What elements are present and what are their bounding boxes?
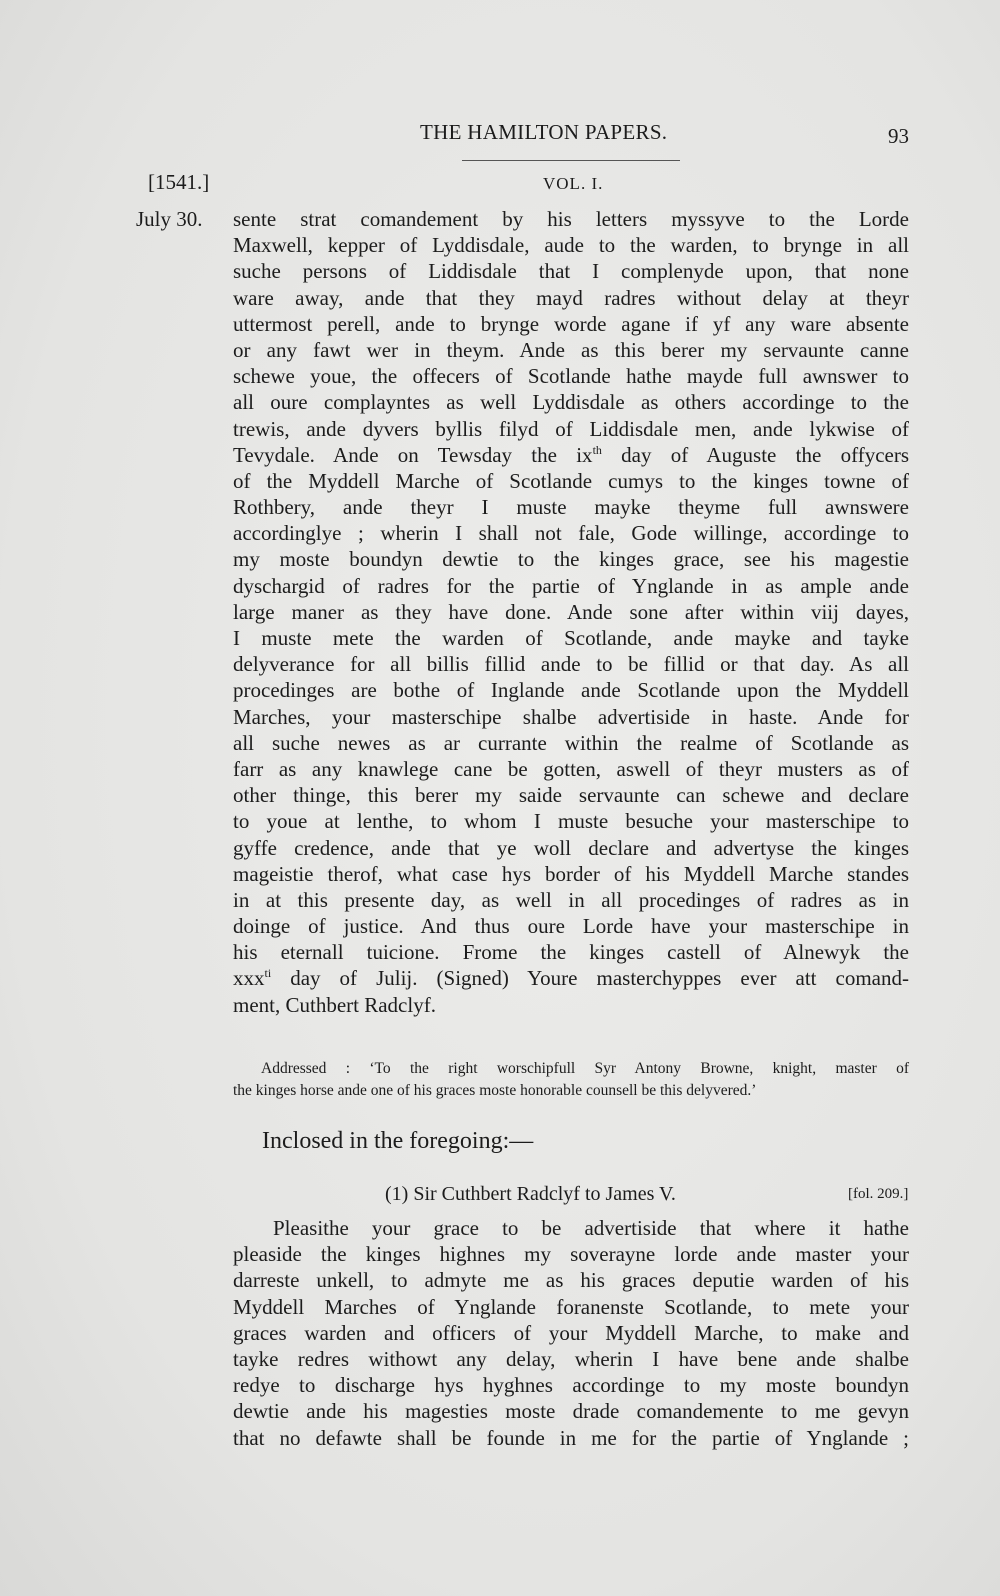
text-line: all suche newes as ar currante within the realme of Scotlande as	[233, 730, 909, 755]
text-line: ware away, ande that they mayd radres without delay at theyr	[233, 285, 909, 310]
text-line: Rothbery, ande theyr I muste mayke theyme full awnswere	[233, 495, 909, 520]
folio-reference: [fol. 209.]	[848, 1186, 909, 1202]
text-line: gyffe credence, ande that ye woll declare and advertyse the kinges	[233, 835, 909, 860]
text-line: procedinges are bothe of Inglande ande Scotlande upon the Myddell	[233, 678, 909, 703]
volume-label: VOL. I.	[543, 174, 604, 193]
text-line: sente strat comandement by his letters myssyve to the Lorde	[233, 207, 909, 231]
text-line: Pleasithe your grace to be advertiside that where it hathe	[273, 1216, 909, 1240]
text-line: to youe at lenthe, to whom I muste besuche your masterschipe to	[233, 809, 909, 834]
text-line: Marches, your masterschipe shalbe advertiside in haste. Ande for	[233, 704, 909, 729]
text-segment: xxx	[233, 966, 265, 991]
text-line: that no defawte shall be founde in me for the partie of Ynglande ;	[233, 1425, 909, 1450]
text-line: of the Myddell Marche of Scotlande cumys to the kinges towne of	[233, 468, 909, 493]
text-line: ment, Cuthbert Radclyf.	[233, 992, 436, 1017]
text-line: other thinge, this berer my saide servaunte can schewe and declare	[233, 783, 909, 808]
page-number: 93	[888, 124, 909, 148]
text-line: schewe youe, the offecers of Scotlande hathe mayde full awnswer to	[233, 364, 909, 389]
text-line	[233, 965, 909, 991]
text-line: in at this presente day, as well in all procedinges of radres as in	[233, 887, 909, 912]
text-line: Maxwell, kepper of Lyddisdale, aude to the warden, to brynge in all	[233, 233, 909, 258]
text-segment: day of Julij. (Signed) Youre masterchyppes ever att comand-	[271, 966, 909, 991]
text-line: accordinglye ; wherin I shall not fale, Gode willinge, accordinge to	[233, 521, 909, 546]
text-segment: day of Auguste the offycers	[601, 442, 909, 467]
year-marginal-note: [1541.]	[148, 170, 210, 194]
text-line: I muste mete the warden of Scotlande, ande mayke and tayke	[233, 626, 909, 650]
running-title: THE HAMILTON PAPERS.	[420, 120, 668, 144]
text-line: doinge of justice. And thus oure Lorde have your masterschipe in	[233, 914, 909, 939]
letter-body	[233, 206, 909, 1018]
text-line: Addressed : ‘To the right worschipfull Syr Antony Browne, knight, master of	[261, 1060, 909, 1077]
document-subheading: (1) Sir Cuthbert Radclyf to James V.	[385, 1183, 676, 1205]
section-heading: Inclosed in the foregoing:—	[262, 1128, 534, 1154]
text-line: my moste boundyn dewtie to the kinges grace, see his magestie	[233, 547, 909, 572]
text-line: suche persons of Liddisdale that I complenyde upon, that none	[233, 259, 909, 284]
text-line: Myddell Marches of Ynglande foranenste Scotlande, to mete your	[233, 1294, 909, 1319]
text-line: delyverance for all billis fillid ande to be fillid or that day. As all	[233, 652, 909, 677]
text-line: darreste unkell, to admyte me as his graces deputie warden of his	[233, 1268, 909, 1293]
text-line: mageistie therof, what case hys border of his Myddell Marche standes	[233, 861, 909, 886]
superscript: th	[592, 442, 602, 457]
enclosed-letter-body	[233, 1215, 909, 1451]
text-line: large maner as they have done. Ande sone after within viij dayes,	[233, 599, 909, 624]
text-line: dyschargid of radres for the partie of Ynglande in as ample ande	[233, 573, 909, 598]
text-line	[233, 442, 909, 468]
text-line: trewis, ande dyvers byllis filyd of Liddisdale men, ande lykwise of	[233, 416, 909, 441]
text-line: redye to discharge hys hyghnes accordinge to my moste boundyn	[233, 1373, 909, 1398]
text-line: his eternall tuicione. Frome the kinges castell of Alnewyk the	[233, 940, 909, 965]
text-line: uttermost perell, ande to brynge worde agane if yf any ware absente	[233, 311, 909, 336]
text-line: the kinges horse ande one of his graces moste honorable counsell be this delyvered.’	[233, 1082, 757, 1099]
text-line: farr as any knawlege cane be gotten, aswell of theyr musters as of	[233, 756, 909, 781]
text-segment: Tevydale. Ande on Tewsday the ix	[233, 442, 593, 467]
date-marginal-note: July 30.	[136, 207, 203, 231]
text-line: graces warden and officers of your Myddell Marche, to make and	[233, 1320, 909, 1345]
text-line: all oure complayntes as well Lyddisdale as others accordinge to the	[233, 390, 909, 415]
text-line: tayke redres withowt any delay, wherin I have bene ande shalbe	[233, 1346, 909, 1371]
superscript: ti	[264, 966, 272, 981]
text-line: pleaside the kinges highnes my soverayne lorde ande master your	[233, 1242, 909, 1267]
text-line: dewtie ande his magesties moste drade comandemente to me gevyn	[233, 1399, 909, 1424]
address-note	[233, 1058, 909, 1102]
text-line: or any fawt wer in theym. Ande as this berer my servaunte canne	[233, 337, 909, 362]
title-rule	[462, 160, 680, 161]
